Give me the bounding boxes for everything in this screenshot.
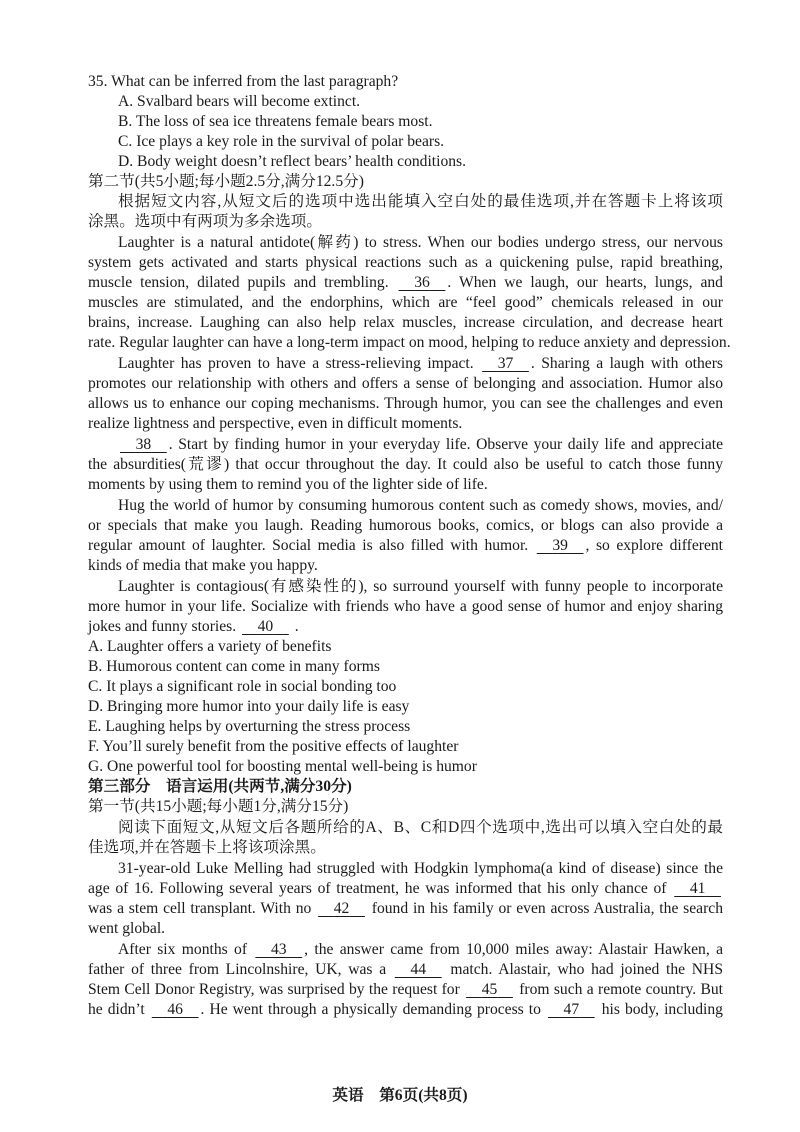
- blank-38: 38: [135, 436, 152, 453]
- part-3-section-1-heading: 第一节(共15小题;每小题1分,满分15分): [88, 798, 349, 815]
- blank-46: 46: [167, 1001, 183, 1018]
- passage-p3-line-3: moments by using them to remind you of the lighter side of life.: [88, 476, 488, 493]
- blank-41: 41: [689, 880, 706, 897]
- cloze-p2-line-2: father of three from Lincolnshire, UK, was a 44 match. Alastair, who had joined the NHS: [88, 961, 723, 978]
- blank-43: 43: [270, 941, 287, 958]
- passage-p2-line-4: realize lightness and perspective, even in difficult moments.: [88, 415, 463, 432]
- cloze-p1-line-1: 31-year-old Luke Melling had struggled with Hodgkin lymphoma(a kind of disease) since the: [118, 860, 723, 877]
- blank-42: 42: [333, 900, 350, 917]
- passage-p4-line-1: Hug the world of humor by consuming humorous content such as comedy shows, movies, and/: [118, 497, 723, 514]
- passage-p4-line-4: kinds of media that make you happy.: [88, 557, 318, 574]
- passage-p3-line-1: 38 . Start by finding humor in your everyday life. Observe your daily life and appreciate: [118, 435, 723, 455]
- blank-37: 37: [497, 355, 514, 372]
- choice-b: B. Humorous content can come in many forms: [88, 658, 380, 675]
- passage-p5-line-2: more humor in your life. Socialize with friends who have a good sense of humor and enjoy sharing: [88, 598, 723, 615]
- cloze-p2-line-3: Stem Cell Donor Registry, was surprised by the request for 45 from such a remote country. But: [88, 981, 723, 998]
- choice-c: C. It plays a significant role in social bonding too: [88, 678, 397, 695]
- passage-p4-line-3: regular amount of laughter. Social media is also filled with humor. 39 , so explore different: [88, 537, 724, 554]
- passage-p5-line-3: jokes and funny stories. 40 .: [88, 618, 299, 635]
- passage-p2-line-3: allows us to enhance our coping mechanisms. Through humor, you can see the challenges and even: [88, 395, 723, 412]
- section-2-instruction-2: 涂黑。选项中有两项为多余选项。: [88, 213, 322, 230]
- choice-f: F. You’ll surely benefit from the positive effects of laughter: [88, 738, 459, 755]
- blank-44: 44: [410, 961, 427, 978]
- passage-p2-line-2: promotes our relationship with others and offers a sense of belonging and association. Humor also: [88, 375, 723, 392]
- cloze-p1-line-2: age of 16. Following several years of treatment, he was informed that his only chance of 41: [88, 879, 723, 899]
- choice-e: E. Laughing helps by overturning the stress process: [88, 718, 411, 735]
- q35-option-b: B. The loss of sea ice threatens female bears most.: [118, 113, 433, 130]
- blank-45: 45: [481, 981, 498, 998]
- cloze-p2-line-4: he didn’t 46 . He went through a physically demanding process to 47 his body, including: [88, 1001, 723, 1018]
- passage-p1-line-2: system gets activated and starts physical reactions such as a quickening pulse, rapid breathing,: [88, 254, 723, 271]
- passage-p4-line-2: or specials that make you laugh. Reading humorous books, comics, or blogs can also provide a: [88, 517, 723, 534]
- question-35-stem: 35. What can be inferred from the last paragraph?: [88, 73, 399, 90]
- passage-p1-line-4: muscles are stimulated, and the endorphins, which are “feel good” chemicals released in our: [88, 294, 723, 311]
- passage-p1-line-1: Laughter is a natural antidote(解药) to stress. When our bodies undergo stress, our nervous: [118, 234, 723, 251]
- choice-g: G. One powerful tool for boosting mental well-being is humor: [88, 758, 477, 775]
- part-3-instruction-1: 阅读下面短文,从短文后各题所给的A、B、C和D四个选项中,选出可以填入空白处的最: [118, 819, 723, 836]
- blank-36: 36: [414, 274, 430, 291]
- choice-a: A. Laughter offers a variety of benefits: [88, 638, 332, 655]
- passage-p1-line-6: rate. Regular laughter can have a long-term impact on mood, helping to reduce anxiety and depression.: [88, 334, 731, 351]
- passage-p5-line-1: Laughter is contagious(有感染性的), so surround yourself with funny people to incorporate: [118, 578, 723, 595]
- cloze-p1-line-3: was a stem cell transplant. With no 42 found in his family or even across Australia, the search: [88, 900, 724, 917]
- cloze-p2-line-1: After six months of 43 , the answer came from 10,000 miles away: Alastair Hawken, a: [118, 941, 723, 958]
- q35-option-d: D. Body weight doesn’t reflect bears’ health conditions.: [118, 153, 467, 170]
- cloze-p1-line-4: went global.: [88, 920, 166, 937]
- page-footer: 英语 第6页(共8页): [332, 1087, 468, 1104]
- blank-39: 39: [552, 537, 568, 554]
- blank-47: 47: [563, 1001, 580, 1018]
- part-3-heading: 第三部分 语言运用(共两节,满分30分): [88, 778, 352, 795]
- section-2-heading: 第二节(共5小题;每小题2.5分,满分12.5分): [88, 173, 364, 190]
- passage-p3-line-2: the absurdities(荒谬) that occur throughout the day. It could also be useful to catch those funny: [88, 456, 723, 473]
- passage-p1-line-3: muscle tension, dilated pupils and trembling. 36 . When we laugh, our hearts, lungs, and: [88, 274, 723, 291]
- passage-p2-line-1: Laughter has proven to have a stress-relieving impact. 37 . Sharing a laugh with others: [118, 355, 723, 372]
- q35-option-a: A. Svalbard bears will become extinct.: [118, 93, 361, 110]
- part-3-instruction-2: 佳选项,并在答题卡上将该项涂黑。: [88, 839, 326, 856]
- q35-option-c: C. Ice plays a key role in the survival of polar bears.: [118, 133, 445, 150]
- section-2-instruction-1: 根据短文内容,从短文后的选项中选出能填入空白处的最佳选项,并在答题卡上将该项: [118, 193, 723, 210]
- choice-d: D. Bringing more humor into your daily life is easy: [88, 698, 410, 715]
- passage-p1-line-5: brains, increase. Laughing can also help relax muscles, increase circulation, and decrease heart: [88, 314, 723, 331]
- blank-40: 40: [257, 618, 274, 635]
